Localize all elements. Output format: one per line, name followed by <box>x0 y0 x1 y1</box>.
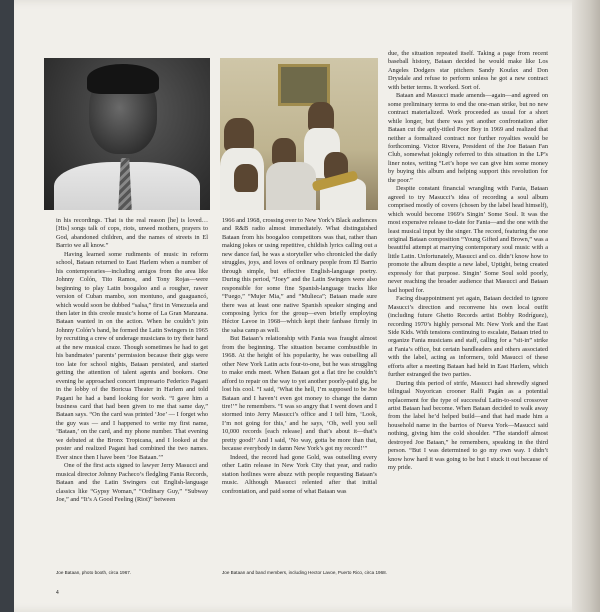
paragraph: due, the situation repeated itself. Taking a page from recent baseball history, Bataan decided he would make like Los Angeles Dodgers star pitchers Sandy Koufax and Don Drysdale and refuse to perform unless he got a new contract with better terms. It worked. Sort of. <box>388 50 548 91</box>
paragraph: But Bataan’s relationship with Fania was fraught almost from the beginning. The situation became combustible in 1968. At the height of his popularity, he was outselling all other New York Latin acts four-to-one, but he was struggling to make ends meet. When Bataan got a flat tire he couldn’t afford to repair on the way to yet another poorly-paid gig, he lost his cool. “I said, ‘What the hell, I’m supposed to be Joe Bataan and I haven’t even got money to change the damn tire!’” he remembers. “I was so angry that I went down and I stormed into Jerry Masucci’s office and I tell him, ‘Look, I’m not going for this,’ and he says, ‘Oh, well you sell 10,000 records [each release] and that’s about it—that’s pretty good!’ And I said, ‘No way, gotta be more than that, because everybody in damn New York’s got my record!’” <box>222 335 377 453</box>
portrait-photo <box>44 58 210 210</box>
paragraph: One of the first acts signed to lawyer Jerry Masucci and musical director Johnny Pacheco’s fledgling Fania Records, Bataan and the Latin Swingers cut English-language classics like “Gypsy Woman,” “Ordinary Guy,” “Subway Joe,” and “It’s A Good Feeling (Riot)” between <box>56 462 208 503</box>
band-photo <box>220 58 378 210</box>
text-column-1 <box>56 217 208 504</box>
paragraph: Bataan and Masucci made amends—again—and agreed on some preliminary terms to end the one-man strike, but no new contract materialized. Work proceeded as usual for a short while longer, but there was yet another confrontation after Bataan cut the aptly-titled Poor Boy in 1969 and realized that neither a formalized contract nor further royalties would be forthcoming. Victor Rivera, President of the Joe Bataan Fan Club, somewhat jokingly referred to this situation in the LP’s liner notes, writing “Let’s hope we can give him some money by buying this album and helping support this revolution for the poor.” <box>388 92 548 184</box>
paragraph: Despite constant financial wrangling with Fania, Bataan agreed to try Masucci’s idea of recording a soul album comprised mostly of covers (chosen by the label head himself), which would become 1969’s Singin’ Some Soul. It was the most expensive release to-date for Fania—and the one with the least musical input by the singer. The record, featuring the one original Bataan composition “Young Gifted and Brown,” was a beautiful attempt at marrying contemporary soul music with a little Latin. Unfortunately, Masucci and co. didn’t know how to promote the album despite a new label, Uptight, being created expressly for that purpose. Singin’ Some Soul sold poorly, never reaching the broader audience that Masucci and Bataan had hoped for. <box>388 185 548 294</box>
paragraph: Indeed, the record had gone Gold, was outselling every other Latin release in New York City that year, and radio station hotlines were abuzz with people requesting Bataan’s music. Although Masucci relented after that initial confrontation, and paid some of what Bataan was <box>222 453 377 495</box>
text-column-3 <box>388 50 548 473</box>
photo-caption-right: Joe Bataan and band members, including Hector Lavoe, Puerto Rico, circa 1968. <box>222 570 387 575</box>
paragraph: in his recordings. That is the real reason [he] is loved… [His] songs talk of cops, riots, unwed mothers, prayers to God, abandoned children, and the names of streets in El Barrio we all know.” <box>56 217 208 250</box>
text-column-2 <box>222 217 377 496</box>
paragraph: Having learned some rudiments of music in reform school, Bataan returned to East Harlem when a number of his contemporaries—including amigos from the area like Johnny Colón, Tito Ramos, and Tony Rojas—were beginning to play Latin boogaloo and a rougher, rawer version of Cuban mambo, son montuno, and guaguancó, which would soon be dubbed “salsa,” first in Venezuela and then later in this creole music’s home of La Gran Manzana. Bataan wanted in on the action. When he couldn’t join Johnny Colón’s band, he formed the Latin Swingers in 1965 by recruiting a crew of underage musicians to try their hand at the new musical craze. Though sometimes he had to get his bandmates’ parents’ permission because their gigs were too late for school nights, Bataan persisted, and started getting the attention of talent agents and bookers. One evening he approached concert impresario Federico Pagani in the lobby of the Boricua Theater in Harlem and told Pagani he had a band looking for work. “I gave him a business card that had been given to me that same day,” Bataan says. “On the card was printed ‘Joe’ — I forget who the guy was — and I happened to write my first name, ‘Bataan,’ on the card, and my phone number. That evening we debuted at the Bronx Tropicana, and I looked at the poster and realized Pagani had combined the two names. Ever since then I have been ‘Joe Bataan.’” <box>56 250 208 461</box>
paragraph: During this period of strife, Masucci had shrewdly signed bilingual Nuyorican crooner Ralfi Pagán as a potential replacement for the type of successful Latin-to-soul crossover artist Bataan had become. When Bataan decided to walk away from the label he’d helped build—and that had made him a household name in the barrios of Nueva York—Masucci said nothing, giving him the cold shoulder. “The standoff almost destroyed Joe Bataan,” he remembers, speaking in the third person. “But I was determined to go my own way. I didn’t know how hard it was going to be but I stuck it out because of my pride. <box>388 379 548 472</box>
band-member <box>224 118 254 152</box>
paragraph: 1966 and 1968, crossing over to New York’s Black audiences and R&B radio almost immediately. What distinguished Bataan from his boogaloo competitors was that, rather than making jokes or using repetitive, childish lyrics calling out a new dance fad, he was a storyteller who chronicled the daily struggles, joys, and loves of ordinary people from El Barrio through simple, but effective English-language poetry. During this period, “Joey” and the Latin Swingers were also responsible for some fine Spanish-language tracks like “Fuego,” “Mujer Mia,” and “Mulieca”; Bataan made sure there was at least one native Spanish speaker singing and composing lyrics for the group—even briefly employing Héctor Lavoe in 1968—which kept their fanbase firmly in the salsa camp as well. <box>222 217 377 334</box>
band-member <box>234 164 258 192</box>
photo-caption-left: Joe Bataan, photo booth, circa 1967. <box>56 570 132 575</box>
band-member-shirt <box>266 162 316 210</box>
paragraph: Facing disappointment yet again, Bataan decided to ignore Masucci’s direction and reconvene his own local outfit (including future Ghetto Records artist Bobby Rodríguez), recording 1970’s highly personal Mr. New York and the East Side Kids. With tensions continuing to escalate, Bataan tried to organize Fania musicians and staff, calling for a “sit-in” strike at Fania’s office, but certain bandleaders and others associated with the label, acting as informers, told Masucci of these efforts after a meeting Bataan had held in East Harlem, which further estranged the two parties. <box>388 295 548 379</box>
wall-picture <box>278 64 330 106</box>
page-number: 4 <box>56 590 59 596</box>
page-spine <box>572 0 600 612</box>
photo-hair <box>87 64 159 94</box>
